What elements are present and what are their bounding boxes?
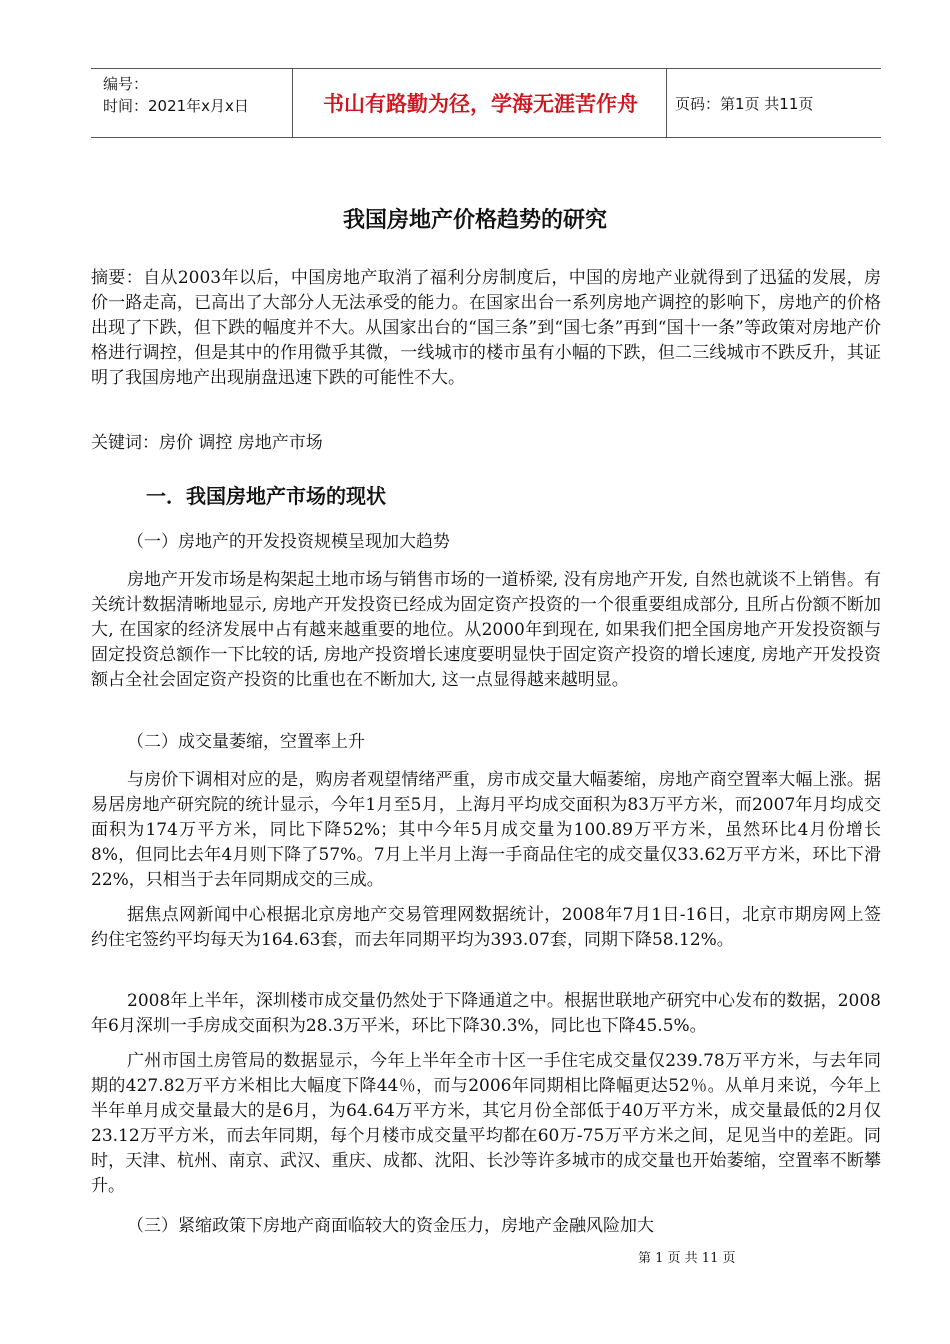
subsection-heading-2: （二）成交量萎缩，空置率上升 [127,732,365,752]
body-paragraph-1: 房地产开发市场是构架起土地市场与销售市场的一道桥梁, 没有房地产开发, 自然也就谈不上销售。有关统计数据清晰地显示, 房地产开发投资已经成为固定资产投资的一个很重要组成部分, 且所占份额不断加大, 在国家的经济发展中占有越来越重要的地位。从2000年到现在, 如果我们把全国房地产开发投资额与固定投资总额作一下比较的话, 房地产投资增长速度要明显快于固定资产投资的增长速度, 房地产开发投资额占全社会固定资产投资的比重也在不断加大, 这一点显得越来越明显。 [91,570,881,690]
header-divider-2 [666,69,667,137]
id-label: 编号： [103,75,149,93]
body-paragraph-5: 广州市国土房管局的数据显示，今年上半年全市十区一手住宅成交量仅239.78万平方米，与去年同期的427.82万平方米相比大幅度下降44％，而与2006年同期相比降幅更达52％。从单月来说，今年上半年单月成交量最大的是6月，为64.64万平方米，其它月份全部低于40万平方米，成交量最低的2月仅23.12万平方米，而去年同期，每个月楼市成交量平均都在60万-75万平方米之间，足见当中的差距。同时，天津、杭州、南京、武汉、重庆、成都、沈阳、长沙等许多城市的成交量也开始萎缩，空置率不断攀升。 [91,1051,881,1196]
subsection-heading-1: （一）房地产的开发投资规模呈现加大趋势 [127,532,450,552]
header-divider-1 [292,69,293,137]
time-label: 时间：2021年x月x日 [103,97,249,115]
keywords-line: 关键词：房价 调控 房地产市场 [91,433,323,453]
body-paragraph-3: 据焦点网新闻中心根据北京房地产交易管理网数据统计，2008年7月1日-16日，北京市期房网上签约住宅签约平均每天为164.63套，而去年同期平均为393.07套，同期下降58.12%。 [91,905,881,950]
header-table [91,68,881,138]
header-page-info: 页码：第1页 共11页 [675,94,814,113]
page-footer: 第 1 页 共 11 页 [638,1251,736,1266]
document-title: 我国房地产价格趋势的研究 [342,208,607,233]
section-heading: 一．我国房地产市场的现状 [146,484,386,508]
body-paragraph-4: 2008年上半年，深圳楼市成交量仍然处于下降通道之中。根据世联地产研究中心发布的数据，2008年6月深圳一手房成交面积为28.3万平米，环比下降30.3%，同比也下降45.5%。 [91,991,881,1036]
subsection-heading-3: （三）紧缩政策下房地产商面临较大的资金压力，房地产金融风险加大 [127,1216,654,1236]
header-left-cell [103,73,249,117]
abstract-paragraph: 摘要：自从2003年以后，中国房地产取消了福利分房制度后，中国的房地产业就得到了迅猛的发展，房价一路走高，已高出了大部分人无法承受的能力。在国家出台一系列房地产调控的影响下，房地产的价格出现了下跌，但下跌的幅度并不大。从国家出台的“国三条”到“国七条”再到“国十一条”等政策对房地产价格进行调控，但是其中的作用微乎其微，一线城市的楼市虽有小幅的下跌，但二三线城市不跌反升，其证明了我国房地产出现崩盘迅速下跌的可能性不大。 [91,268,881,388]
body-paragraph-2: 与房价下调相对应的是，购房者观望情绪严重，房市成交量大幅萎缩，房地产商空置率大幅上涨。据易居房地产研究院的统计显示，今年1月至5月，上海月平均成交面积为83万平方米，而2007年月均成交面积为174万平方米，同比下降52%；其中今年5月成交量为100.89万平方米，虽然环比4月份增长8%，但同比去年4月则下降了57%。7月上半月上海一手商品住宅的成交量仅33.62万平方米，环比下滑22%，只相当于去年同期成交的三成。 [91,770,881,890]
header-motto: 书山有路勤为径，学海无涯苦作舟 [323,92,638,116]
